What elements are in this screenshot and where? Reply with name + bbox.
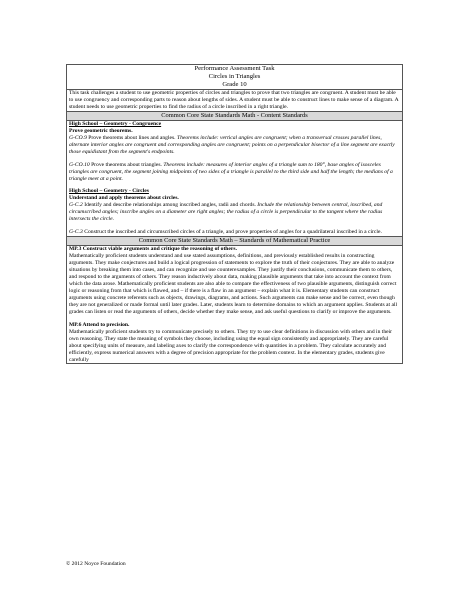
content-standards-body — [67, 121, 402, 237]
congruence-domain: High School – Geometry - Congruence — [69, 120, 162, 127]
mp3-text: Mathematically proficient students understand and use stated assumptions, definitions, and previously established results in constructing arguments. They make conjectures and build a logical progression of statements to explore the truth of their conjectures. They are able to analyze situations by breaking them into cases, and can recognize and use counterexamples. They justify their conclusions, communicate them to others, and respond to the arguments of others. They reason inductively about data, making plausible arguments that take into account the context from which the data arose. Mathematically proficient students are also able to compare the effectiveness of two plausible arguments, distinguish correct logic or reasoning from that which is flawed, and – if there is a flaw in an argument – explain what it is. Elementary students can construct arguments using concrete referents such as objects, drawings, diagrams, and actions. Such arguments can make sense and be correct, even though they are not generalized or made formal until later grades. Later, students learn to determine domains to which an argument applies. Students at all grades can listen or read the arguments of others, decide whether they make sense, and ask useful questions to clarify or improve the arguments. — [69, 253, 398, 315]
standard-code: G-CO.10 — [69, 161, 90, 168]
standard-code: G-C.3 — [69, 229, 83, 236]
mp6-text: Mathematically proficient students try to communicate precisely to others. They try to use clear definitions in discussion with others and in their own reasoning. They state the meaning of symbols they choose, including using the equal sign consistently and appropriately. They are careful about specifying units of measure, and labeling axes to clarify the correspondence with quantities in a problem. They calculate accurately and efficiently, express numerical answers with a degree of precision appropriate for the problem context. In the elementary grades, students give carefully — [69, 328, 393, 363]
copyright-footer: © 2012 Noyce Foundation — [66, 561, 126, 567]
practice-standards-heading: Common Core State Standards Math – Standards of Mathematical Practice — [67, 237, 402, 246]
task-title: Circles in Triangles — [208, 73, 261, 80]
practice-standards-body — [67, 246, 402, 363]
standard-detail: Include the relationship between central, inscribed, and circumscribed angles; inscribe angles on a diameter are right angles; the radius of a circle is perpendicular to the tangent where the radius intersects the circle. — [69, 202, 383, 223]
task-label: Performance Assessment Task — [194, 65, 275, 72]
standard-g-c-3 — [69, 229, 400, 236]
standard-code: G-CO.9 — [69, 134, 87, 141]
standard-g-c-2 — [69, 202, 400, 223]
content-standards-heading: Common Core State Standards Math - Content Standards — [67, 112, 402, 121]
standard-text: Construct the inscribed and circumscribed circles of a triangle, and prove properties of angles for a quadrilateral inscribed in a circle. — [82, 229, 382, 236]
standard-text: Prove theorems about triangles. — [89, 161, 164, 168]
title-block — [67, 65, 402, 90]
circles-domain: High School – Geometry - Circles — [69, 188, 149, 195]
standard-text: Prove theorems about lines and angles. — [86, 134, 177, 141]
standard-g-co-10 — [69, 162, 400, 183]
standard-text: Identify and describe relationships among inscribed angles, radii and chords. — [82, 202, 258, 209]
document-table — [66, 64, 403, 364]
mp3-title: MP.3 Construct viable arguments and critique the reasoning of others. — [69, 246, 237, 253]
task-description: This task challenges a student to use geometric properties of circles and triangles to prove that two triangles are congruent. A student must be able to use congruency and corresponding parts to reason about lengths of sides. A student must be able to construct lines to make sense of a diagram. A student needs to use geometric properties to find the radius of a circle inscribed in a right triangle. — [67, 90, 402, 112]
congruence-cluster: Prove geometric theorems. — [69, 127, 133, 134]
standard-g-co-9 — [69, 135, 400, 156]
grade-label: Grade 10 — [222, 81, 247, 88]
mp6-title: MP.6 Attend to precision. — [69, 321, 130, 328]
standard-code: G-C.2 — [69, 202, 83, 209]
standard-detail: Theorems include: vertical angles are congruent; when a transversal crosses parallel lines, alternate interior angles are congruent and corresponding angles are congruent; points on a perpendicular bisector of a line segment are exactly those equidistant from the segment's endpoints. — [69, 134, 395, 155]
standard-detail: Theorems include: measures of interior angles of a triangle sum to 180°, base angles of isosceles triangles are congruent, the segment joining midpoints of two sides of a triangle is parallel to the third side and half the length; the medians of a triangle meet at a point. — [69, 161, 393, 182]
circles-cluster: Understand and apply theorems about circles. — [69, 195, 179, 202]
